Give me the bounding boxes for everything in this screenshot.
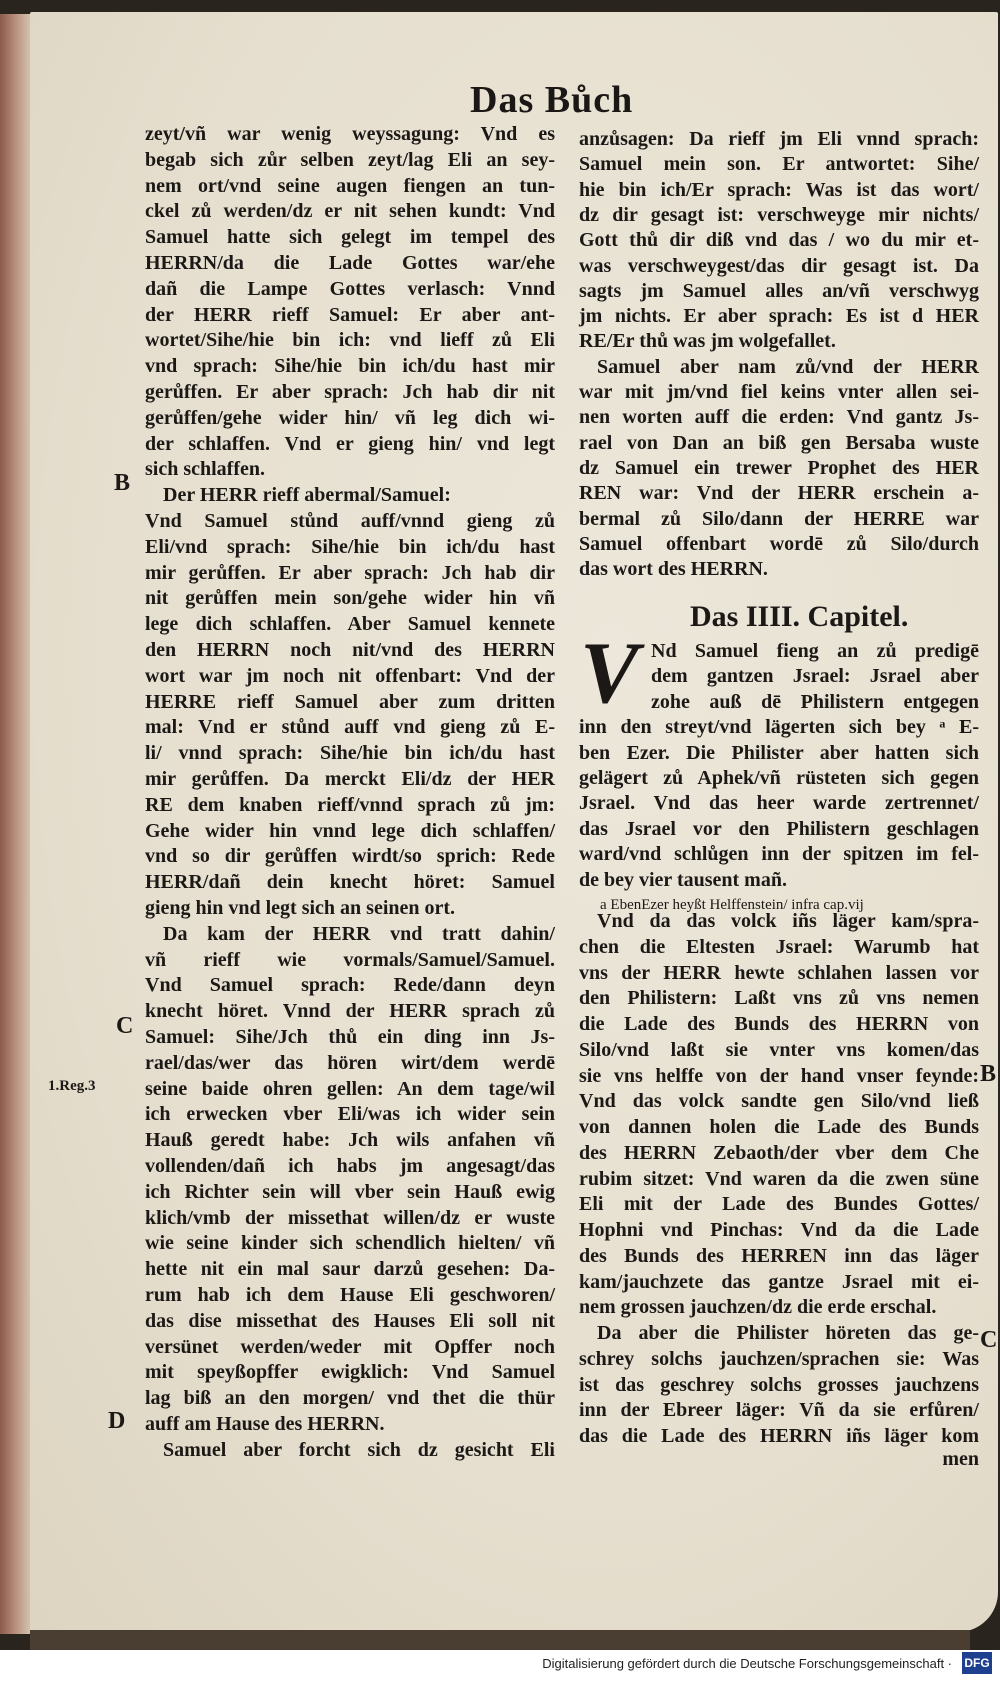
text-line: mir gerůffen. Da merckt Eli/dz der HER xyxy=(145,768,555,790)
text-line: rael von Dan an biß gen Bersaba wuste xyxy=(579,431,979,454)
margin-letter-c-right: C xyxy=(980,1327,998,1353)
text-line: dem gantzen Jsrael: Jsrael aber xyxy=(651,665,979,688)
text-line: das Jsrael vor den Philistern geschlagen xyxy=(579,817,979,840)
text-line: RE/Er thů was jm wolgefallet. xyxy=(579,330,836,353)
text-line: Eli mit der Lade des Bundes Gottes/ xyxy=(579,1193,979,1216)
text-line: inn der Ebreer läger: Vñ da sie erfůren/ xyxy=(579,1399,979,1422)
text-line: HERRE rieff Samuel aber zum dritten xyxy=(145,690,555,713)
text-line: lege dich schlaffen. Aber Samuel kennete xyxy=(145,613,555,636)
margin-reference: 1.Reg.3 xyxy=(48,1078,96,1094)
margin-letter-d-left: D xyxy=(108,1408,126,1434)
text-line: vns der HERR hewte schlahen lassen vor xyxy=(579,961,979,984)
text-line: Samuel: Sihe/Jch thů ein ding inn Js- xyxy=(145,1026,555,1048)
text-line: des Bunds des HERREN inn das läger xyxy=(579,1244,979,1267)
text-line: Hophni vnd Pinchas: Vnd da die Lade xyxy=(579,1219,979,1241)
text-line: bermal zů Silo/dann der HERRE war xyxy=(579,507,979,530)
text-line: des HERRN Zebaoth/der vber dem Che xyxy=(579,1141,979,1164)
text-line: vnd sprach: Sihe/hie bin ich/du hast mir xyxy=(145,355,555,378)
text-line: anzůsagen: Da rieff jm Eli vnnd sprach: xyxy=(579,128,979,150)
text-line: li/ vnnd sprach: Sihe/hie bin ich/du hast xyxy=(145,742,555,765)
text-line: vollenden/dañ ich habs jm angesagt/das xyxy=(145,1155,555,1177)
text-line: Hauß geredt habe: Jch wils anfahen vñ xyxy=(145,1129,555,1152)
text-line: das die Lade des HERRN iñs läger kom xyxy=(579,1425,979,1447)
text-line: den HERRN noch nit/vnd des HERRN xyxy=(145,639,555,661)
text-line: rubim sitzet: Vnd waren da die zwen süne xyxy=(579,1167,979,1190)
text-line: versünet werden/weder mit Opffer noch xyxy=(145,1335,555,1358)
text-line: der schlaffen. Vnd er gieng hin/ vnd legt xyxy=(145,432,555,455)
text-line: sich schlaffen. xyxy=(145,458,265,481)
text-line: jm nichts. Er aber sprach: Es ist d HER xyxy=(579,305,979,328)
text-line: lag biß an den morgen/ vnd thet die thür xyxy=(145,1387,555,1410)
text-line: gieng hin vnd legt sich an seinen ort. xyxy=(145,897,456,919)
catchword: men xyxy=(942,1448,979,1470)
text-line: zeyt/vñ war wenig weyssagung: Vnd es xyxy=(145,123,555,145)
text-line: wie seine kinder sich schendlich hielten/ vñ xyxy=(145,1232,555,1255)
text-line: ben Ezer. Die Philister aber hatten sich xyxy=(579,741,979,764)
text-line: Samuel offenbart wordē zů Silo/durch xyxy=(579,532,979,555)
text-line: auff am Hause des HERRN. xyxy=(145,1413,385,1435)
text-line: der HERR rieff Samuel: Er aber ant- xyxy=(145,303,555,326)
text-line: sagts jm Samuel alles an/vñ verschwyg xyxy=(579,279,979,302)
text-line: Gehe wider hin vnnd lege dich schlaffen/ xyxy=(145,819,555,842)
text-line: Eli/vnd sprach: Sihe/hie bin ich/du hast xyxy=(145,535,555,558)
text-line: Gott thů dir diß vnd das / wo du mir et- xyxy=(579,229,979,252)
text-line: gerůffen. Er aber sprach: Jch hab dir nit xyxy=(145,381,555,403)
text-line: Da kam der HERR vnd tratt dahin/ xyxy=(163,922,555,945)
dfg-logo: DFG xyxy=(962,1652,992,1674)
text-line: war mit jm/vnd fiel keins vnter allen sei- xyxy=(579,381,979,403)
text-line: was verschweygest/das dir gesagt ist. Da xyxy=(579,254,979,277)
footnote: a EbenEzer heyßt Helffenstein/ infra cap.vij xyxy=(600,897,864,913)
text-line: rum hab ich dem Hause Eli geschworen/ xyxy=(145,1284,555,1306)
text-line: chen die Eltesten Jsrael: Warumb hat xyxy=(579,935,979,958)
text-line: ist das geschrey solchs grosses jauchzens xyxy=(579,1373,979,1396)
text-line: ich Richter sein will vber sein Hauß ewig xyxy=(145,1180,555,1203)
text-line: knecht höret. Vnnd der HERR sprach zů xyxy=(145,1000,555,1023)
text-line: nem ort/vnd seine augen fiengen an tun- xyxy=(145,174,555,197)
text-line: Jsrael. Vnd das heer warde zertrennet/ xyxy=(579,792,979,815)
text-line: Samuel mein son. Er antwortet: Sihe/ xyxy=(579,153,979,176)
text-line: gelägert zů Aphek/vñ rüsteten sich gegen xyxy=(579,767,979,789)
text-line: vnd so dir gerůffen wirdt/so sprich: Rede xyxy=(145,845,555,868)
text-line: die Lade des Bunds des HERRN von xyxy=(579,1013,979,1035)
text-line: das dise missethat des Hauses Eli soll nit xyxy=(145,1309,555,1332)
text-line: nen worten auff die erden: Vnd gantz Js- xyxy=(579,406,979,429)
running-head: Das Bůch xyxy=(470,79,634,121)
text-line: Vnd da das volck iñs läger kam/spra- xyxy=(597,910,979,932)
text-line: das wort des HERRN. xyxy=(579,558,768,581)
margin-letter-b-left: B xyxy=(114,470,131,496)
text-line: ich erwecken vber Eli/was ich wider sein xyxy=(145,1103,555,1126)
text-line: den Philistern: Laßt vns zů vns nemen xyxy=(579,987,979,1010)
text-line: dañ die Lampe Gottes verlasch: Vnnd xyxy=(145,277,555,300)
text-line: zohe auß dē Philistern entgegen xyxy=(651,690,979,713)
text-line: klich/vmb der missethat willen/dz er wuste xyxy=(145,1206,555,1229)
text-line: seine baide ohren gellen: An dem tage/wil xyxy=(145,1077,555,1100)
text-line: wort war jm noch nit offenbart: Vnd der xyxy=(145,664,555,687)
text-line: Nd Samuel fieng an zů predigē xyxy=(651,640,979,662)
text-line: schrey solchs jauchzen/sprachen sie: Was xyxy=(579,1347,979,1370)
text-line: HERR/dañ dein knecht höret: Samuel xyxy=(145,871,555,894)
text-line: HERRN/da die Lade Gottes war/ehe xyxy=(145,252,555,274)
text-line: Der HERR rieff abermal/Samuel: xyxy=(163,484,451,507)
footer-credit: Digitalisierung gefördert durch die Deutsche Forschungsgemeinschaft · xyxy=(542,1656,952,1671)
text-line: hie bin ich/Er sprach: Was ist das wort/ xyxy=(579,178,979,201)
drop-cap: V xyxy=(580,625,639,722)
text-line: Samuel aber forcht sich dz gesicht Eli xyxy=(163,1438,555,1461)
margin-letter-b-right: B xyxy=(980,1061,997,1087)
chapter-heading: Das IIII. Capitel. xyxy=(690,600,909,633)
text-line: kam/jauchzete das gantze Jsrael mit ei- xyxy=(579,1270,979,1293)
text-line: nem grossen jauchzen/dz die erde erschal. xyxy=(579,1296,937,1319)
text-line: vñ rieff wie vormals/Samuel/Samuel. xyxy=(145,948,555,971)
text-line: RE dem knaben rieff/vnnd sprach zů jm: xyxy=(145,793,555,816)
text-line: REN war: Vnd der HERR erschein a- xyxy=(579,482,979,505)
text-line: gerůffen/gehe wider hin/ vñ leg dich wi- xyxy=(145,406,555,429)
text-line: ward/vnd schlůgen inn der spitzen im fel- xyxy=(579,843,979,866)
text-line: begab sich zůr selben zeyt/lag Eli an sey- xyxy=(145,148,555,171)
text-line: Samuel hatte sich gelegt im tempel des xyxy=(145,226,555,249)
text-line: Silo/vnd laßt sie vnter vns komen/das xyxy=(579,1038,979,1061)
text-line: dz Samuel ein trewer Prophet des HER xyxy=(579,456,979,479)
text-line: ckel zů werden/dz er nit sehen kundt: Vnd xyxy=(145,200,555,223)
text-line: mal: Vnd er stůnd auff vnd gieng zů E- xyxy=(145,716,555,739)
text-line: von dannen holen die Lade des Bunds xyxy=(579,1116,979,1138)
text-line: sie vns helffe von der hand vnser feynde: xyxy=(579,1064,979,1087)
text-line: hette nit ein mal saur darzů gesehen: Da- xyxy=(145,1258,555,1281)
text-line: de bey vier tausent mañ. xyxy=(579,868,787,891)
text-line: inn den streyt/vnd lägerten sich bey ᵃ E- xyxy=(579,716,979,739)
text-line: Vnd Samuel sprach: Rede/dann deyn xyxy=(145,974,555,997)
text-line: nit gerůffen mein son/gehe wider hin vñ xyxy=(145,587,555,610)
text-line: Vnd das volck sandte gen Silo/vnd ließ xyxy=(579,1090,979,1113)
text-line: rael/das/wer das hören wirt/dem werdē xyxy=(145,1051,555,1074)
text-line: wortet/Sihe/hie bin ich: vnd lieff zů Eli xyxy=(145,329,555,352)
text-line: mit speyßopffer ewigklich: Vnd Samuel xyxy=(145,1361,555,1384)
page-edges xyxy=(0,14,34,1634)
text-line: Samuel aber nam zů/vnd der HERR xyxy=(597,355,979,378)
page-shadow xyxy=(30,1630,970,1650)
margin-letter-c-left: C xyxy=(116,1013,134,1039)
text-line: Vnd Samuel stůnd auff/vnnd gieng zů xyxy=(145,510,555,532)
text-line: mir gerůffen. Er aber sprach: Jch hab dir xyxy=(145,561,555,584)
text-line: dz dir gesagt ist: verschweyge mir nichts/ xyxy=(579,203,979,226)
text-line: Da aber die Philister höreten das ge- xyxy=(597,1322,979,1344)
